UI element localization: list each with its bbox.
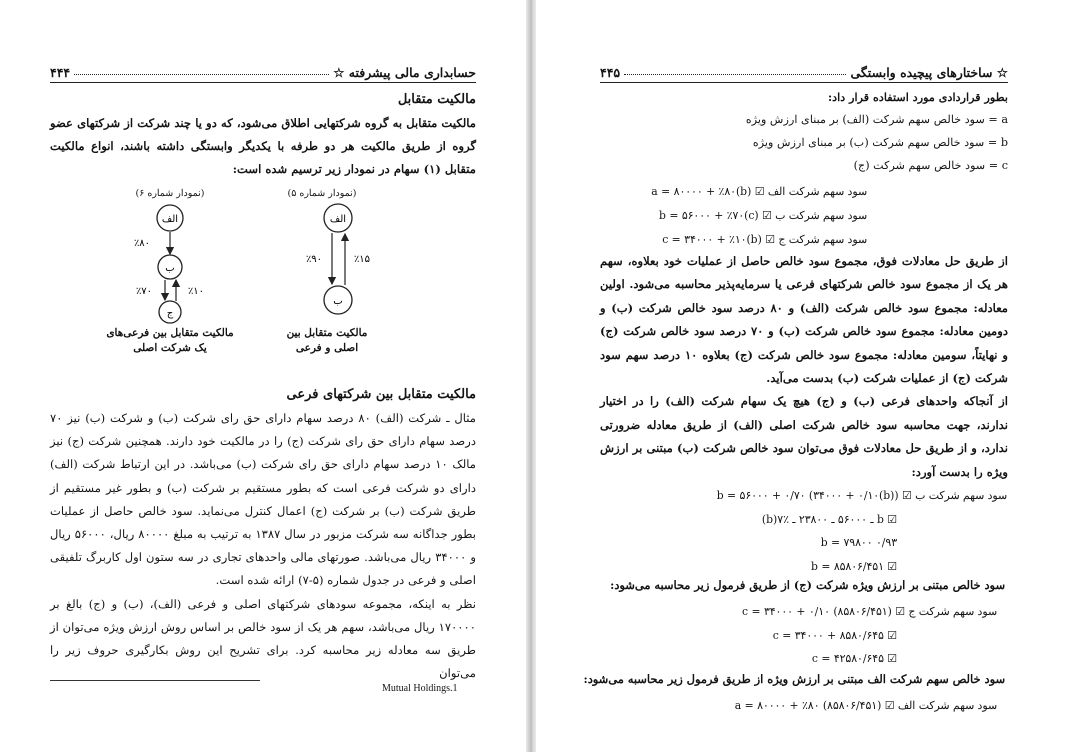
equations-set-2 [717,484,1007,578]
diagram-5-bottom-label: ب [333,296,343,307]
diagram-5-title: (نمودار شماره ۵) [287,188,357,199]
intro-paragraph: مالکیت متقابل به گروه شرکتهایی اطلاق می‌شود، که دو یا چند شرکت از شرکتهای عضو گروه از طریق مالکیت هر دو طرفه با یکدیگر وابستگی داشته باشند، انواع مالکیت متقابل (۱) سهام در نمودار زیر ترسیم شده است: [50,116,476,177]
equations-set-4 [735,694,997,718]
subheading-a: سود خالص سهم شرکت الف مبتنی بر ارزش ویژه از طریق فرمول زیر محاسبه می‌شود: [583,672,1005,686]
definition-b: b = سود خالص سهم شرکت (ب) بر مبنای ارزش ویژه [752,136,1008,149]
left-header-rule [50,82,476,83]
heading-mutual-holdings: مالکیت متقابل [397,92,476,107]
diagram-6-right-pct: ٪۱۰ [187,286,205,297]
diagram-6-left-pct: ٪۷۰ [135,286,153,297]
left-body-top [50,88,476,182]
footnote: Mutual Holdings.1 [382,683,458,694]
diagram-6-middle-label: ب [165,263,175,274]
footnote-rule [50,680,260,681]
diagram-5-caption-line2: اصلی و فرعی [295,342,359,354]
equation-c-expanded: سود سهم شرکت ج ☑ c = ۳۴۰۰۰ + ۰/۱۰ (۸۵۸۰۶/۴۵۱) [742,605,997,618]
equation-c-result: ☑ c = ۴۲۵۸۰/۶۴۵ [811,652,897,665]
equations-set-3 [742,600,997,671]
diagram-6-title: (نمودار شماره ۶) [135,188,205,199]
diagram-6-caption-line2: یک شرکت اصلی [133,342,207,354]
right-page [536,0,1067,752]
definition-c: c = سود خالص سهم شرکت (ج) [853,159,1008,172]
header-dot-leader [74,74,329,75]
diagram-5-caption-line1: مالکیت متقابل بین [286,327,368,339]
diagram-5-right-pct: ٪۱۵ [353,254,371,265]
example-paragraph: مثال ـ شرکت (الف) ۸۰ درصد سهام دارای حق رای شرکت (ب) و شرکت (ب) نیز ۷۰ درصد سهام دارای حق رای شرکت (ج) را در مالکیت خود دارند. همچنین شرکت (ج) نیز مالک ۱۰ درصد سهام دارای حق رای شرکت (ب) می‌باشد. در این ارتباط شرکت (الف) دارای دو شرکت فرعی است که بطور مستقیم بر شرکت (ب) و بطور غیر مستقیم از طریق شرکت (ب) بر شرکت (ج) اعمال کنترل می‌نماید. سود خالص حاصل از عملیات بطور جداگانه سه شرکت مزبور در سال ۱۳۸۷ به ترتیب به مبلغ ۸۰۰۰۰ ریال، ۵۶۰۰۰ ریال و ۳۴۰۰۰ ریال می‌باشد. صورتهای مالی واحدهای تجاری در سه ستون اول کاربرگ تلفیقی اصلی و فرعی در جدول شماره (۵-۷) ارائه شده است. [50,411,477,588]
left-page-header [50,54,476,80]
equations-set-1 [651,180,867,252]
equation-b: سود سهم شرکت ب ☑ b = ۵۶۰۰۰ + ٪۷۰(c) [659,209,867,222]
heading-mutual-between-subsidiaries: مالکیت متقابل بین شرکتهای فرعی [286,387,476,402]
diagram-6-top-label: الف [161,214,179,225]
diagram-6-bottom-label: ج [166,308,174,319]
header-dot-leader [624,74,846,75]
right-page-header [600,54,1008,80]
right-body-paragraphs [600,250,1008,484]
parent-paragraph: از آنجاکه واحدهای فرعی (ب) و (ج) هیچ یک سهام شرکت (الف) را در اختیار ندارند، جهت محاسبه سود خالص شرکت اصلی (الف) از طریق معادله ضرورتی ندارد، و از طریق حل معادلات فوق می‌توان سود خالص شرکت (ب) مبتنی بر ارزش ویژه را بدست آورد: [600,394,1008,479]
diagram-6-caption-line1: مالکیت متقابل بین فرعی‌های [106,327,234,339]
equation-b-step2: ۰/۹۳ b = ۷۹۸۰۰ [820,536,897,549]
left-page-number: ۴۴۴ [50,65,71,80]
equation-b-result: ☑ b = ۸۵۸۰۶/۴۵۱ [811,559,897,573]
left-page-running-title: حسابداری مالی پیشرفته ☆ [333,65,476,80]
diagram-5 [270,200,390,330]
diagram-6 [110,200,230,330]
equation-c-step1: ☑ c = ۳۴۰۰۰ + ۸۵۸۰/۶۴۵ [772,628,897,642]
definitions-list [600,108,1008,177]
diagram-6-caption [95,326,245,356]
diagram-5-left-pct: ٪۹۰ [305,254,323,265]
diagram-5-caption [262,326,392,356]
equation-a-expanded: سود سهم شرکت الف ☑ a = ۸۰۰۰۰ + ٪۸۰ (۸۵۸۰۶/۴۵۱) [734,699,997,712]
equation-b-step1: ☑ b ـ ۵۶۰۰۰ ـ ۲۳۸۰۰ ـ ٪۷(b) [761,512,897,526]
equation-b-expanded: سود سهم شرکت ب ☑ b = ۵۶۰۰۰ + ۰/۷۰ (۳۴۰۰۰ + ۰/۱۰(b)) [716,489,1007,502]
diagram-5-top-label: الف [329,214,347,225]
left-page [0,0,528,752]
definition-a: a = سود خالص سهم شرکت (الف) بر مبنای ارزش ویژه [745,113,1008,126]
left-body-bottom [50,383,476,685]
right-header-rule [600,82,1008,83]
conventions-intro: بطور قراردادی مورد استفاده قرار داد: [828,90,1008,104]
closing-paragraph: نظر به اینکه، مجموعه سودهای شرکتهای اصلی و فرعی (الف)، (ب) و (ج) بالغ بر ۱۷۰۰۰۰ ریال می‌باشد، سهم هر یک از سود خالص بر اساس روش ارزش ویژه می‌توان از طریق سه معادله زیر محاسبه کرد. برای تشریح این روش بکارگیری حروف زیر را می‌توان [50,596,476,681]
equation-a: سود سهم شرکت الف ☑ a = ۸۰۰۰۰ + ٪۸۰(b) [651,185,867,198]
diagram-6-top-pct: ٪۸۰ [133,238,151,249]
subheading-c: سود خالص مبتنی بر ارزش ویژه شرکت (ج) از طریق فرمول زیر محاسبه می‌شود: [610,578,1005,592]
right-page-running-title: ☆ ساختارهای پیچیده وابستگی [850,65,1008,80]
solution-paragraph: از طریق حل معادلات فوق، مجموع سود خالص حاصل از عملیات خود بعلاوه، سهم هر یک از مجموع سود خالص شرکتهای فرعی یا سرمایه‌پذیر محاسبه می‌شود. اولین معادله: مجموع سود خالص شرکت (الف) و ۸۰ درصد سود خالص شرکت (ب) و دومین معادله: مجموع سود خالص شرکت (ب) و ۷۰ درصد سود خالص شرکت (ج) و نهایتاً، سومین معادله: مجموع سود خالص شرکت (ج) بعلاوه ۱۰ درصد سهم سود شرکت (ج) از عملیات شرکت (ب) بدست می‌آید. [600,254,1008,386]
right-page-number: ۴۴۵ [600,65,621,80]
equation-c: سود سهم شرکت ج ☑ c = ۳۴۰۰۰ + ٪۱۰(b) [662,233,867,246]
